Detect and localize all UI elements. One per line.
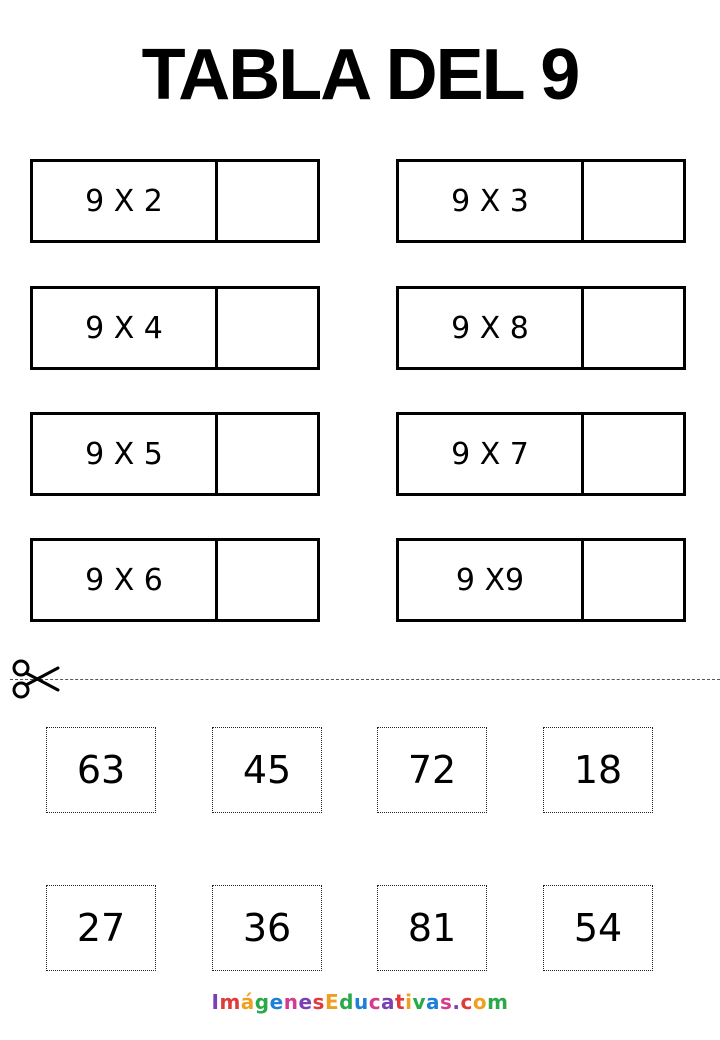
answer-card[interactable]: 54 [543, 885, 653, 971]
problem-box [396, 412, 686, 496]
problem-box [30, 538, 320, 622]
problem-box [396, 538, 686, 622]
answer-slot[interactable] [218, 289, 317, 367]
problem-label: 9 X9 [399, 541, 584, 619]
problem-label: 9 X 8 [399, 289, 584, 367]
site-watermark: ImágenesEducativas.com [211, 990, 509, 1014]
problem-box [30, 286, 320, 370]
cut-line [10, 679, 720, 680]
problem-label: 9 X 7 [399, 415, 584, 493]
answer-card[interactable]: 36 [212, 885, 322, 971]
answer-slot[interactable] [584, 541, 683, 619]
scissors-icon [10, 654, 60, 704]
answer-slot[interactable] [218, 162, 317, 240]
answer-slot[interactable] [584, 289, 683, 367]
problem-box [396, 286, 686, 370]
answer-card[interactable]: 45 [212, 727, 322, 813]
problem-label: 9 X 2 [33, 162, 218, 240]
answer-slot[interactable] [218, 415, 317, 493]
problem-label: 9 X 5 [33, 415, 218, 493]
answer-card[interactable]: 18 [543, 727, 653, 813]
answer-slot[interactable] [584, 162, 683, 240]
answer-card[interactable]: 27 [46, 885, 156, 971]
problem-box [30, 412, 320, 496]
problem-label: 9 X 3 [399, 162, 584, 240]
answer-card[interactable]: 63 [46, 727, 156, 813]
problem-label: 9 X 6 [33, 541, 218, 619]
problem-label: 9 X 4 [33, 289, 218, 367]
problem-box [396, 159, 686, 243]
answer-card[interactable]: 72 [377, 727, 487, 813]
problem-box [30, 159, 320, 243]
answer-card[interactable]: 81 [377, 885, 487, 971]
answer-slot[interactable] [218, 541, 317, 619]
answer-slot[interactable] [584, 415, 683, 493]
page-title: TABLA DEL 9 [141, 35, 579, 115]
